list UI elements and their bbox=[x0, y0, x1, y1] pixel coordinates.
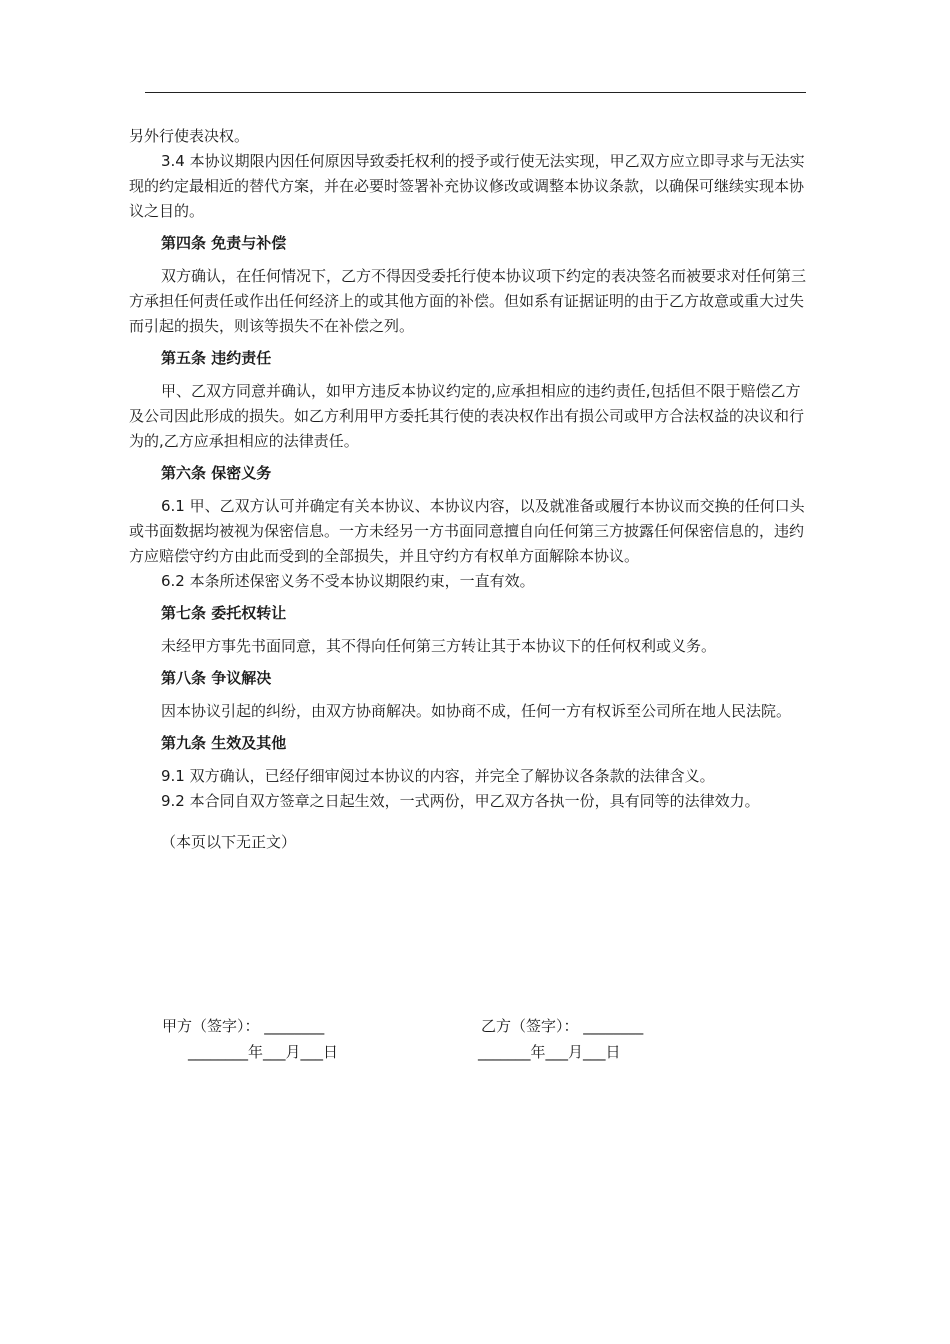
clause-6-2: 6.2 本条所述保密义务不受本协议期限约束，一直有效。 bbox=[161, 572, 535, 590]
document-body bbox=[129, 124, 809, 855]
clause-9-2: 9.2 本合同自双方签章之日起生效，一式两份，甲乙双方各执一份，具有同等的法律效力。 bbox=[161, 792, 760, 810]
clause-9-1: 9.1 双方确认，已经仔细审阅过本协议的内容，并完全了解协议各条款的法律含义。 bbox=[161, 767, 715, 785]
article-4-heading: 第四条 免责与补偿 bbox=[161, 234, 287, 252]
header-rule bbox=[145, 92, 806, 93]
article-7-text: 未经甲方事先书面同意，其不得向任何第三方转让其于本协议下的任何权利或义务。 bbox=[161, 637, 717, 655]
article-7-heading: 第七条 委托权转让 bbox=[161, 604, 287, 622]
article-5-heading: 第五条 违约责任 bbox=[161, 349, 272, 367]
party-b-signature-line: 乙方（签字）： ________ bbox=[481, 1017, 644, 1035]
article-8-heading: 第八条 争议解决 bbox=[161, 669, 272, 687]
article-8-text: 因本协议引起的纠纷，由双方协商解决。如协商不成，任何一方有权诉至公司所在地人民法院。 bbox=[161, 702, 792, 720]
clause-6-1: 6.1 甲、乙双方认可并确定有关本协议、本协议内容，以及就准备或履行本协议而交换的任何口头或书面数据均被视为保密信息。一方未经另一方书面同意擅自向任何第三方披露任何保密信息的，违约方应赔偿守约方由此而受到的全部损失，并且守约方有权单方面解除本协议。 bbox=[129, 497, 805, 565]
article-6-heading: 第六条 保密义务 bbox=[161, 464, 272, 482]
article-9-heading: 第九条 生效及其他 bbox=[161, 734, 287, 752]
party-a-signature-line: 甲方（签字）： ________ bbox=[162, 1017, 325, 1035]
article-5-text: 甲、乙双方同意并确认，如甲方违反本协议约定的,应承担相应的违约责任,包括但不限于赔偿乙方及公司因此形成的损失。如乙方利用甲方委托其行使的表决权作出有损公司或甲方合法权益的决议和行为的,乙方应承担相应的法律责任。 bbox=[129, 382, 805, 450]
clause-3-4: 3.4 本协议期限内因任何原因导致委托权利的授予或行使无法实现，甲乙双方应立即寻求与无法实现的约定最相近的替代方案，并在必要时签署补充协议修改或调整本协议条款，以确保可继续实现本协议之目的。 bbox=[129, 152, 805, 220]
paragraph-continuation: 另外行使表决权。 bbox=[129, 127, 250, 145]
party-a-date-line: ________年___月___日 bbox=[188, 1043, 339, 1061]
party-b-date-line: _______年___月___日 bbox=[478, 1043, 621, 1061]
no-further-text-note: （本页以下无正文） bbox=[161, 833, 297, 851]
article-4-text: 双方确认，在任何情况下，乙方不得因受委托行使本协议项下约定的表决签名而被要求对任何第三方承担任何责任或作出任何经济上的或其他方面的补偿。但如系有证据证明的由于乙方故意或重大过失而引起的损失，则该等损失不在补偿之列。 bbox=[129, 267, 807, 335]
